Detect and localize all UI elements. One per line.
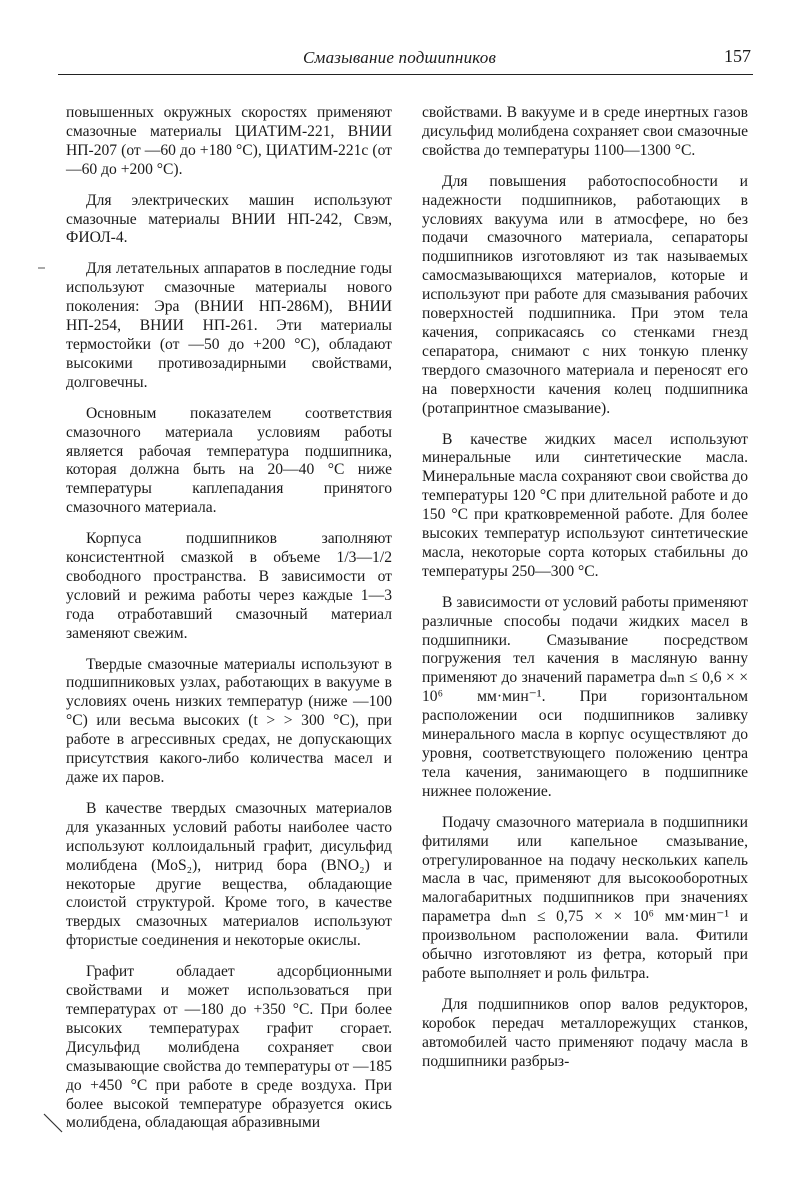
paragraph: Корпуса подшипников заполняют консистентной смазкой в объеме 1/3—1/2 свободного пространства. В зависимости от условий и режима работы через каждые 1—3 года отработавший смазочный материал заменяют свежим. <box>66 530 392 642</box>
paragraph: повышенных окружных скоростях применяют смазочные материалы ЦИАТИМ-221, ВНИИ НП-207 (от —60 до +180 °С), ЦИАТИМ-221с (от —60 до +200 °С). <box>66 104 392 178</box>
paragraph: В качестве жидких масел используют минеральные или синтетические масла. Минеральные масла сохраняют свои свойства до температуры 120 °С при длительной работе и до 150 °С при кратковременной работе. Для более высоких температур используют синтетические масла, некоторые сорта которых стабильны до температуры 250—300 °С. <box>422 430 748 580</box>
left-column <box>66 104 392 1133</box>
paragraph: Для электрических машин используют смазочные материалы ВНИИ НП-242, Свэм, ФИОЛ-4. <box>66 191 392 247</box>
right-column <box>422 104 748 1072</box>
paragraph: Для повышения работоспособности и надежности подшипников, работающих в условиях вакуума или в атмосфере, но без подачи смазочного материала, сепараторы подшипников изготовляют из так называемых самосмазывающихся материалов, которые и используют при работе для смазывания рабочих поверхностей подшипника. При этом тела качения, соприкасаясь со стенками гнезд сепаратора, снимают с них тонкую пленку твердого смазочного материала и переносят его на поверхности качения колец подшипника (ротапринтное смазывание). <box>422 172 748 417</box>
paragraph: Для подшипников опор валов редукторов, коробок передач металлорежущих станков, автомобилей часто применяют подачу масла в подшипники разбрыз- <box>422 995 748 1070</box>
margin-tick-mark <box>42 1112 64 1134</box>
paragraph: свойствами. В вакууме и в среде инертных газов дисульфид молибдена сохраняет свои смазочные свойства до температуры 1100—1300 °С. <box>422 104 748 159</box>
page-header <box>58 44 753 75</box>
paragraph: В зависимости от условий работы применяют различные способы подачи жидких масел в подшипники. Смазывание посредством погружения тел качения в масляную ванну применяют до значений параметра dₘn ≤ 0,6 × × 10⁶ мм·мин⁻¹. При горизонтальном расположении оси подшипников заливку минерального масла в корпус осуществляют до уровня, соответствующего положению центра тела качения, занимающего в подшипнике нижнее положение. <box>422 593 748 800</box>
running-title: Смазывание подшипников <box>303 48 497 67</box>
margin-dot-mark <box>38 266 46 270</box>
paragraph: Твердые смазочные материалы используют в подшипниковых узлах, работающих в вакууме в условиях очень низких температур (ниже —100 °С) или весьма высоких (t > > 300 °С), при работе в агрессивных средах, не допускающих присутствия какого-либо количества масел и даже их паров. <box>66 655 392 786</box>
paragraph: Основным показателем соответствия смазочного материала условиям работы является рабочая температура подшипника, которая должна быть на 20—40 °С ниже температуры каплепадания принятого смазочного материала. <box>66 404 392 517</box>
paragraph: Для летательных аппаратов в последние годы используют смазочные материалы нового поколения: Эра (ВНИИ НП-286М), ВНИИ НП-254, ВНИИ НП-261. Эти материалы термостойки (от —50 до +200 °С), обладают высокими противозадирными свойствами, долговечны. <box>66 260 392 391</box>
page-number: 157 <box>724 46 751 66</box>
paragraph: Графит обладает адсорбционными свойствами и может использоваться при температурах от —180 до +350 °С. При более высоких температурах графит сгорает. Дисульфид молибдена сохраняет свои смазывающие свойства до температуры от —185 до +450 °С при работе в среде воздуха. При более высокой температуре образуется окись молибдена, обладающая абразивными <box>66 963 392 1132</box>
paragraph: Подачу смазочного материала в подшипники фитилями или капельное смазывание, отрегулированное на подачу нескольких капель масла в час, применяют для высокооборотных малогабаритных подшипников при значениях параметра dₘn ≤ 0,75 × × 10⁶ мм·мин⁻¹ и произвольном расположении вала. Фитили обычно изготовляют из фетра, который при работе выполняет и роль фильтра. <box>422 813 748 982</box>
paragraph: В качестве твердых смазочных материалов для указанных условий работы наиболее часто используют коллоидальный графит, дисульфид молибдена (MoS₂), нитрид бора (BNO₂) и некоторые другие вещества, обладающие слоистой структурой. Кроме того, в качестве твердых смазочных материалов используют фтористые соединения и некоторые окислы. <box>66 799 392 950</box>
